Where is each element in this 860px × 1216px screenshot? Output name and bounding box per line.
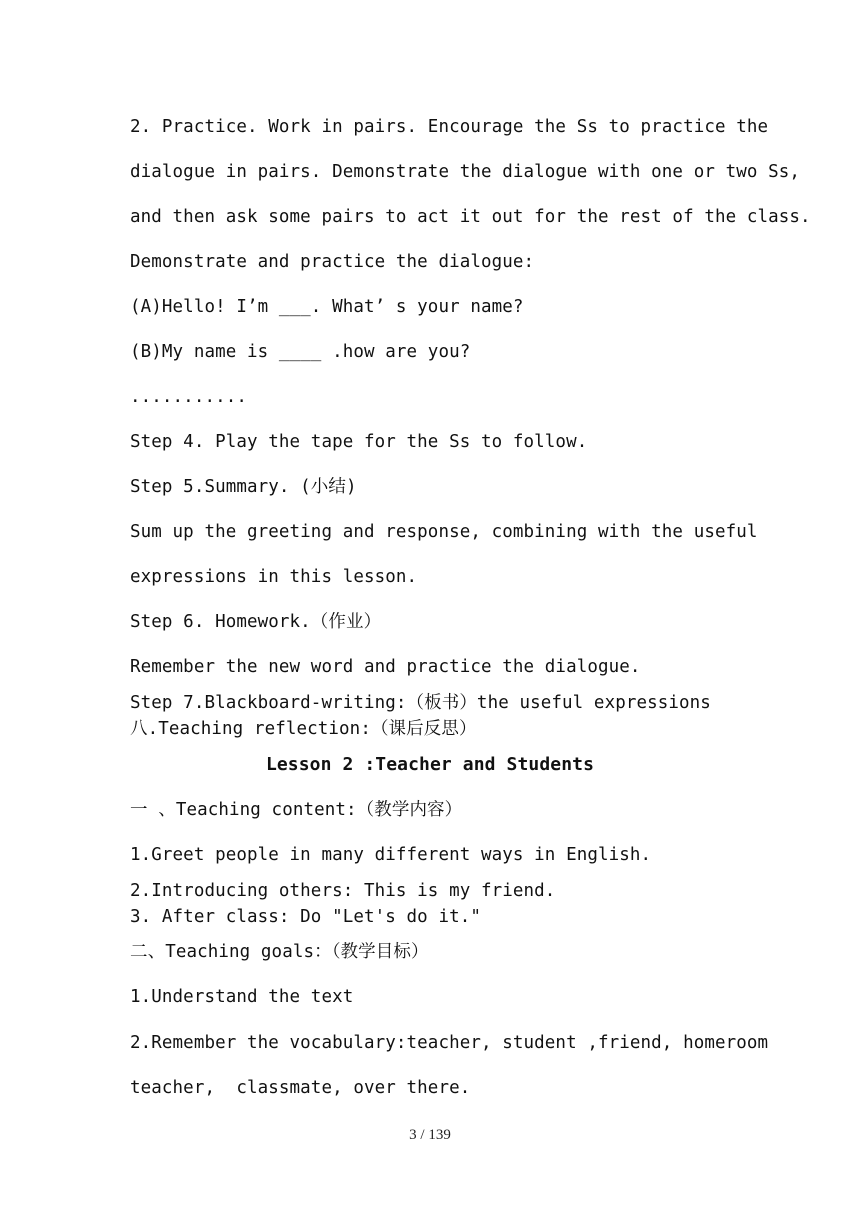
text-line: 八.Teaching reflection:（课后反思） bbox=[130, 719, 477, 739]
text-line: 1.Understand the text bbox=[130, 987, 354, 1007]
text-line: ........... bbox=[130, 387, 247, 407]
text-line: Demonstrate and practice the dialogue: bbox=[130, 252, 535, 272]
text-line: (A)Hello! I’m ___. What’ s your name? bbox=[130, 297, 524, 317]
text-line: 一 、Teaching content:（教学内容） bbox=[130, 800, 463, 820]
text-line: Step 5.Summary. (小结) bbox=[130, 477, 357, 497]
text-line: Step 6. Homework.（作业） bbox=[130, 612, 382, 632]
text-line: dialogue in pairs. Demonstrate the dialogue with one or two Ss, bbox=[130, 162, 801, 182]
text-line: Step 7.Blackboard-writing:（板书）the useful expressions bbox=[130, 693, 711, 713]
text-line: 2. Practice. Work in pairs. Encourage the Ss to practice the bbox=[130, 117, 769, 137]
text-line: 二、Teaching goals：（教学目标） bbox=[130, 942, 429, 962]
text-line: 1.Greet people in many different ways in English. bbox=[130, 845, 652, 865]
text-line: 3. After class: Do "Let's do it." bbox=[130, 907, 481, 927]
text-line: Step 4. Play the tape for the Ss to follow. bbox=[130, 432, 588, 452]
text-line: expressions in this lesson. bbox=[130, 567, 418, 587]
text-line: (B)My name is ____ .how are you? bbox=[130, 342, 471, 362]
text-line: Sum up the greeting and response, combining with the useful bbox=[130, 522, 758, 542]
lesson-title: Lesson 2 :Teacher and Students bbox=[265, 754, 595, 775]
text-line: 2.Introducing others: This is my friend. bbox=[130, 881, 556, 901]
text-line: Remember the new word and practice the dialogue. bbox=[130, 657, 641, 677]
page-number: 3 / 139 bbox=[409, 1127, 451, 1143]
text-line: and then ask some pairs to act it out for the rest of the class. bbox=[130, 207, 811, 227]
text-line: teacher, classmate, over there. bbox=[130, 1078, 471, 1098]
text-line: 2.Remember the vocabulary:teacher, student ,friend, homeroom bbox=[130, 1033, 769, 1053]
